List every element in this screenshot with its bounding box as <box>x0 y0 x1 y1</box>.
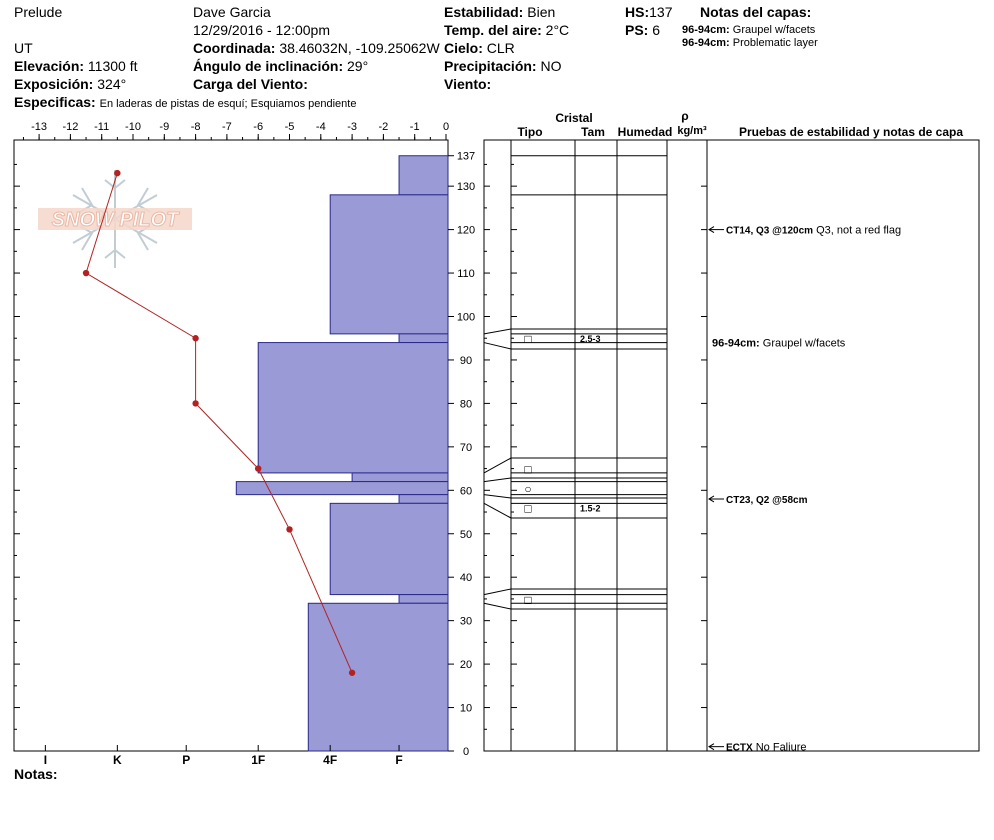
temp-tick-label: -13 <box>31 121 48 133</box>
crystal-size: 2.5-3 <box>580 334 601 345</box>
layer-connector <box>484 343 511 349</box>
crystal-symbol: □ <box>524 462 532 477</box>
precip-value: NO <box>540 58 562 74</box>
hardness-tick-label: 1F <box>251 753 266 767</box>
height-tick-label: 70 <box>459 441 473 454</box>
layer-notes-title: Notas del capas: <box>700 4 812 20</box>
layer-connector <box>484 478 511 482</box>
hardness-bar <box>352 473 448 482</box>
temp-tick-label: -8 <box>190 121 201 133</box>
height-tick-label: 0 <box>462 746 470 758</box>
height-tick-label: 50 <box>459 528 473 541</box>
layer-note-1-depth: 96-94cm: <box>682 24 730 36</box>
coordinate-label: Coordinada: <box>193 40 276 56</box>
hardness-bar <box>258 343 448 473</box>
hardness-bar <box>399 495 448 504</box>
layer-note-2-text: Problematic layer <box>732 37 818 49</box>
temperature-point <box>114 170 120 176</box>
incline-value: 29° <box>347 58 369 74</box>
header-cristal: Cristal <box>555 111 593 125</box>
hardness-bar <box>308 603 448 751</box>
region-name: UT <box>14 40 33 56</box>
temp-tick-label: -2 <box>378 121 389 133</box>
hardness-bar <box>330 195 448 334</box>
temp-tick-label: -9 <box>159 121 170 133</box>
temperature-point <box>192 335 198 341</box>
height-tick-label: 30 <box>459 615 473 628</box>
observer-name: Dave Garcia <box>193 4 271 20</box>
hardness-bar <box>330 503 448 594</box>
height-tick-label: 80 <box>459 398 473 411</box>
height-tick-label: 90 <box>459 354 473 367</box>
air-temp-value: 2°C <box>545 22 570 38</box>
svg-text:SNOW PILOT: SNOW PILOT <box>51 209 179 231</box>
test-label: CT14, Q3 @120cm Q3, not a red flag <box>726 224 902 237</box>
header-rho: ρ <box>681 109 689 123</box>
temp-tick-label: -12 <box>62 121 79 133</box>
ps-value: 6 <box>652 22 661 38</box>
temp-tick-label: -4 <box>315 121 326 133</box>
coordinate-value: 38.46032N, -109.25062W <box>279 40 440 56</box>
temp-tick-label: -7 <box>222 121 232 133</box>
height-tick-label: 60 <box>459 485 473 498</box>
hardness-bar <box>399 595 448 604</box>
temp-tick-label: -1 <box>409 121 420 133</box>
sky-value: CLR <box>486 40 515 56</box>
incline-label: Ángulo de inclinación: <box>193 58 344 74</box>
layer-note-2-depth: 96-94cm: <box>682 37 730 49</box>
layer-connector <box>484 495 511 498</box>
height-top-label: 137 <box>456 150 476 163</box>
wind-load-label: Carga del Viento: <box>193 76 308 92</box>
aspect-value: 324° <box>97 76 127 92</box>
temp-tick-label: -3 <box>347 121 357 133</box>
height-tick-label: 10 <box>459 702 473 715</box>
hardness-bar <box>399 334 448 343</box>
air-temp-label: Temp. del aire: <box>444 22 542 38</box>
header-humedad: Humedad <box>617 125 673 139</box>
temp-tick-label: -11 <box>94 121 110 133</box>
test-label: CT23, Q2 @58cm <box>726 494 808 506</box>
layer-connector <box>484 458 511 473</box>
crystal-symbol: □ <box>524 592 532 607</box>
hardness-tick-label: 4F <box>323 753 338 767</box>
temp-tick-label: -6 <box>253 121 264 133</box>
hardness-tick-label: I <box>43 753 48 767</box>
test-label: ECTX No Faliure <box>726 741 807 754</box>
specifics-label: Especificas: <box>14 94 96 110</box>
layer-connector <box>484 503 511 518</box>
hs-value: 137 <box>649 4 673 20</box>
layer-comment: 96-94cm: Graupel w/facets <box>712 337 846 350</box>
location-name: Prelude <box>14 4 63 20</box>
aspect-label: Exposición: <box>14 76 94 92</box>
crystal-size: 1.5-2 <box>580 503 601 514</box>
header-tests-notes: Pruebas de estabilidad y notas de capa <box>738 125 964 139</box>
height-tick-label: 120 <box>456 224 476 237</box>
observation-datetime: 12/29/2016 - 12:00pm <box>193 22 330 38</box>
temperature-point <box>286 526 292 532</box>
hardness-bar <box>399 156 448 195</box>
wind-label: Viento: <box>444 76 492 92</box>
height-tick-label: 130 <box>456 181 476 194</box>
temp-tick-label: -10 <box>125 121 141 133</box>
stability-label: Estabilidad: <box>444 4 524 20</box>
header-tipo: Tipo <box>517 125 543 139</box>
notes-label: Notas: <box>14 766 58 782</box>
specifics-value: En laderas de pistas de esquí; Esquiamos pendiente <box>99 98 357 110</box>
sky-label: Cielo: <box>444 40 483 56</box>
layer-connector <box>484 589 511 595</box>
header-tam: Tam <box>581 125 605 139</box>
temperature-point <box>192 400 198 406</box>
layer-connector <box>484 603 511 609</box>
hs-label: HS: <box>625 4 650 20</box>
temperature-point <box>255 465 261 471</box>
height-tick-label: 100 <box>456 311 476 324</box>
hardness-tick-label: P <box>182 753 191 767</box>
header-density-unit: kg/m³ <box>677 125 707 137</box>
layer-connector <box>484 329 511 334</box>
elevation-label: Elevación: <box>14 58 85 74</box>
temperature-point <box>83 270 89 276</box>
crystal-symbol: □ <box>524 332 532 347</box>
hardness-tick-label: F <box>395 753 403 767</box>
ps-label: PS: <box>625 22 649 38</box>
height-tick-label: 40 <box>459 572 473 585</box>
stability-value: Bien <box>527 4 556 20</box>
temp-tick-label: 0 <box>442 121 450 133</box>
height-tick-label: 20 <box>459 659 473 672</box>
crystal-symbol: ○ <box>524 482 532 497</box>
elevation-value: 11300 ft <box>87 58 138 74</box>
temp-tick-label: -5 <box>284 121 295 133</box>
temperature-point <box>349 670 355 676</box>
height-tick-label: 110 <box>457 268 475 281</box>
snowpilot-logo <box>38 170 192 268</box>
layer-note-1-text: Graupel w/facets <box>732 24 816 36</box>
precip-label: Precipitación: <box>444 58 537 74</box>
hardness-tick-label: K <box>113 753 122 767</box>
crystal-symbol: □ <box>524 501 532 516</box>
